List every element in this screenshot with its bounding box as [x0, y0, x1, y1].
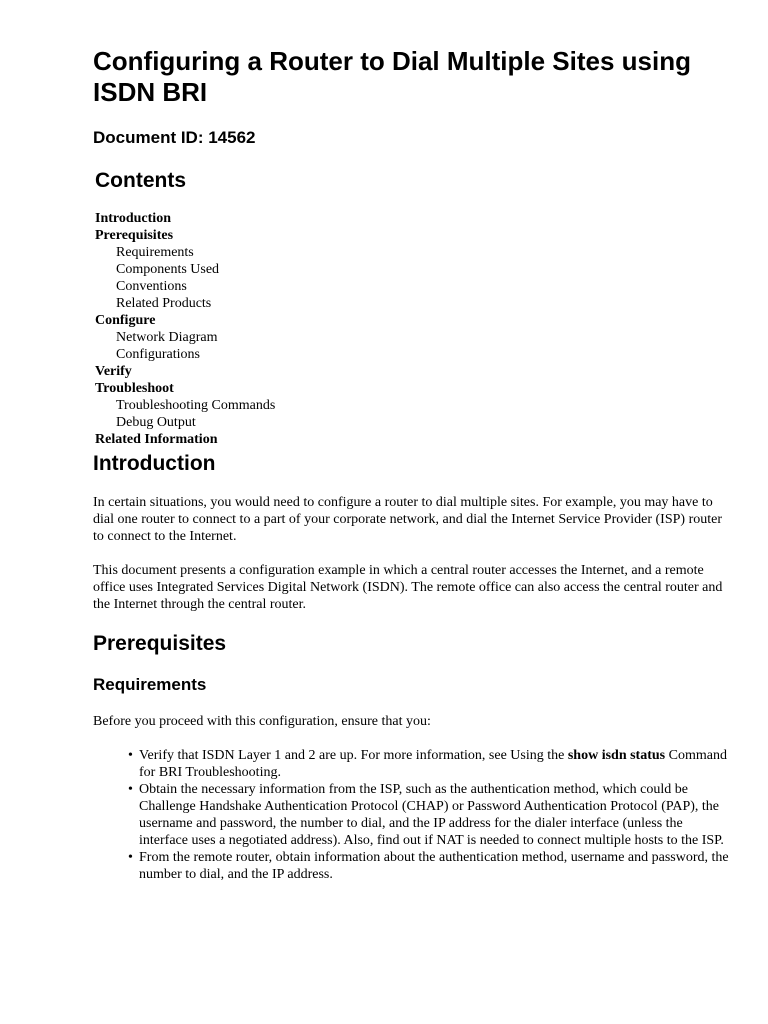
list-item: [128, 781, 729, 849]
requirements-list: [128, 747, 729, 883]
list-item-text: Verify that ISDN Layer 1 and 2 are up. For more information, see Using the: [139, 748, 568, 763]
toc-link-prerequisites[interactable]: Prerequisites: [95, 228, 174, 243]
toc-link-troubleshooting-commands[interactable]: Troubleshooting Commands: [116, 398, 276, 413]
list-item: [128, 747, 729, 781]
document-title: Configuring a Router to Dial Multiple Sites using ISDN BRI: [93, 46, 691, 107]
toc-link-related-products[interactable]: Related Products: [116, 296, 212, 311]
toc-link-troubleshoot[interactable]: Troubleshoot: [95, 381, 174, 396]
requirements-intro: Before you proceed with this configuration, ensure that you:: [93, 714, 431, 729]
toc-link-components-used[interactable]: Components Used: [116, 262, 220, 277]
list-item: [128, 849, 729, 883]
contents-heading: Contents: [95, 169, 186, 192]
table-of-contents: [95, 210, 275, 448]
introduction-paragraph-2: This document presents a configuration example in which a central router accesses the Internet, and a remote office uses Integrated Services Digital Network (ISDN). The remote office can also access the central router and the Internet through the central router.: [93, 563, 723, 612]
bullet-icon: •: [128, 850, 133, 865]
toc-link-configurations[interactable]: Configurations: [116, 347, 200, 362]
toc-link-debug-output[interactable]: Debug Output: [116, 415, 196, 430]
toc-link-network-diagram[interactable]: Network Diagram: [116, 330, 218, 345]
toc-link-conventions[interactable]: Conventions: [116, 279, 187, 294]
list-item-text: Obtain the necessary information from the ISP, such as the authentication method, which could be Challenge Handshake Authentication Protocol (CHAP) or Password Authentication Protocol (PAP), the username and password, the number to dial, and the IP address for the dialer interface (unless the interface uses a negotiated address). Also, find out if NAT is needed to connect multiple hosts to the ISP.: [139, 782, 724, 848]
toc-link-configure[interactable]: Configure: [95, 313, 156, 328]
introduction-paragraph-1: In certain situations, you would need to configure a router to dial multiple sites. For example, you may have to dial one router to connect to a part of your corporate network, and dial the Internet Service Provider (ISP) router to connect to the Internet.: [93, 495, 723, 544]
toc-link-requirements[interactable]: Requirements: [116, 245, 194, 260]
toc-link-verify[interactable]: Verify: [95, 364, 132, 379]
list-item-text-tail: Command for BRI Troubleshooting.: [139, 748, 727, 780]
document-id: Document ID: 14562: [93, 128, 256, 147]
list-item-text: From the remote router, obtain information about the authentication method, username and password, the number to dial, and the IP address.: [139, 850, 729, 882]
bullet-icon: •: [128, 782, 133, 797]
command-name[interactable]: show isdn status: [567, 748, 666, 763]
toc-link-introduction[interactable]: Introduction: [95, 211, 171, 226]
bullet-icon: •: [128, 748, 133, 763]
introduction-heading: Introduction: [93, 452, 216, 475]
toc-link-related-information[interactable]: Related Information: [95, 432, 218, 447]
requirements-heading: Requirements: [93, 675, 207, 694]
prerequisites-heading: Prerequisites: [93, 632, 227, 655]
